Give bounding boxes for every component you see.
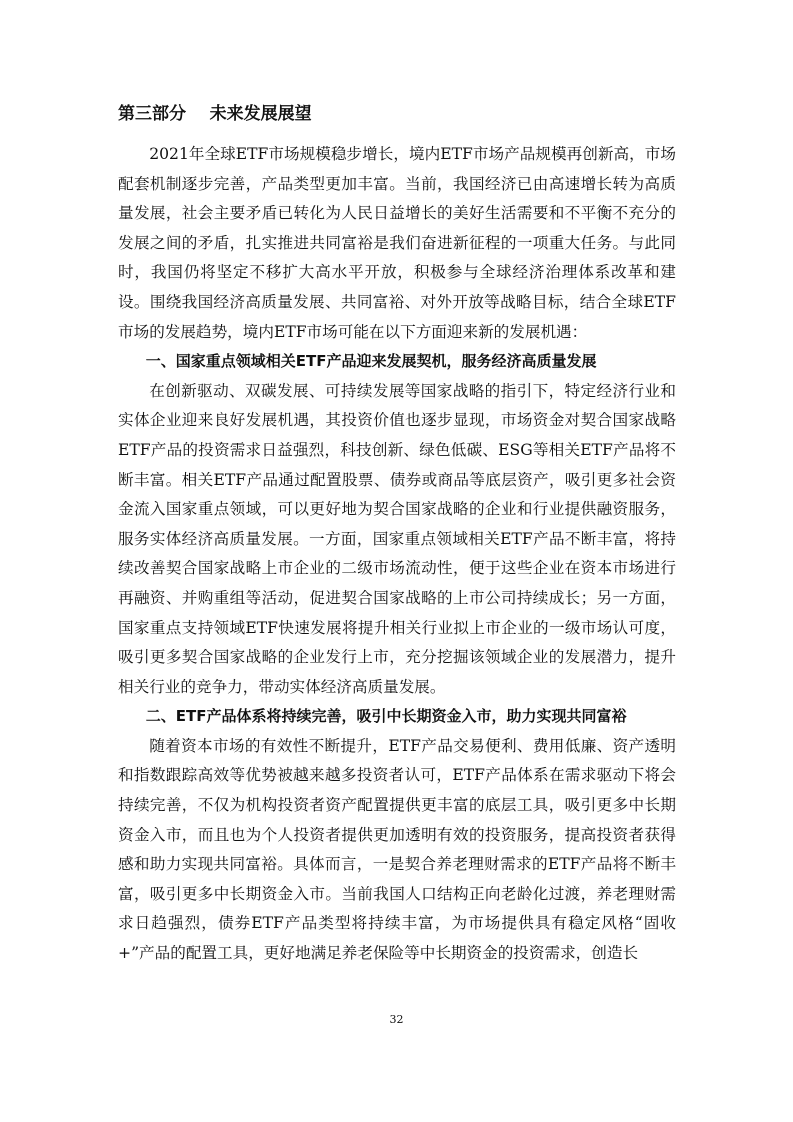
section-1-heading: 一、国家重点领域相关ETF产品迎来发展契机，服务经济高质量发展 (145, 352, 597, 371)
intro-paragraph: 2021年全球ETF市场规模稳步增长，境内ETF市场产品规模再创新高，市场配套机制逐步完善，产品类型更加丰富。当前，我国经济已由高速增长转为高质量发展，社会主要矛盾已转化为人民日益增长的美好生活需要和不平衡不充分的发展之间的矛盾，扎实推进共同富裕是我们奋进新征程的一项重大任务。与此同时，我国仍将坚定不移扩大高水平开放，积极参与全球经济治理体系改革和建设。围绕我国经济高质量发展、共同富裕、对外开放等战略目标，结合全球ETF市场的发展趋势，境内ETF市场可能在以下方面迎来新的发展机遇： (118, 145, 676, 341)
section-2-paragraph: 随着资本市场的有效性不断提升，ETF产品交易便利、费用低廉、资产透明和指数跟踪高效等优势被越来越多投资者认可，ETF产品体系在需求驱动下将会持续完善，不仅为机构投资者资产配置提供更丰富的底层工具，吸引更多中长期资金入市，而且也为个人投资者提供更加透明有效的投资服务，提高投资者获得感和助力实现共同富裕。具体而言，一是契合养老理财需求的ETF产品将不断丰富，吸引更多中长期资金入市。当前我国人口结构正向老龄化过渡，养老理财需求日趋强烈，债券ETF产品类型将持续丰富，为市场提供具有稳定风格“固收+”产品的配置工具，更好地满足养老保险等中长期资金的投资需求，创造长 (118, 736, 676, 963)
section-2-heading: 二、ETF产品体系将持续完善，吸引中长期资金入市，助力实现共同富裕 (145, 707, 627, 726)
page-body (118, 100, 676, 969)
page-number: 32 (389, 1013, 404, 1026)
section-1-paragraph: 在创新驱动、双碳发展、可持续发展等国家战略的指引下，特定经济行业和实体企业迎来良好发展机遇，其投资价值也逐步显现，市场资金对契合国家战略ETF产品的投资需求日益强烈，科技创新、绿色低碳、ESG等相关ETF产品将不断丰富。相关ETF产品通过配置股票、债券或商品等底层资产，吸引更多社会资金流入国家重点领域，可以更好地为契合国家战略的企业和行业提供融资服务，服务实体经济高质量发展。一方面，国家重点领域相关ETF产品不断丰富，将持续改善契合国家战略上市企业的二级市场流动性，便于这些企业在资本市场进行再融资、并购重组等活动，促进契合国家战略的上市公司持续成长；另一方面，国家重点支持领域ETF快速发展将提升相关行业拟上市企业的一级市场认可度，吸引更多契合国家战略的企业发行上市，充分挖掘该领域企业的发展潜力，提升相关行业的竞争力，带动实体经济高质量发展。 (118, 381, 676, 696)
part-title: 第三部分 未来发展展望 (118, 104, 312, 124)
